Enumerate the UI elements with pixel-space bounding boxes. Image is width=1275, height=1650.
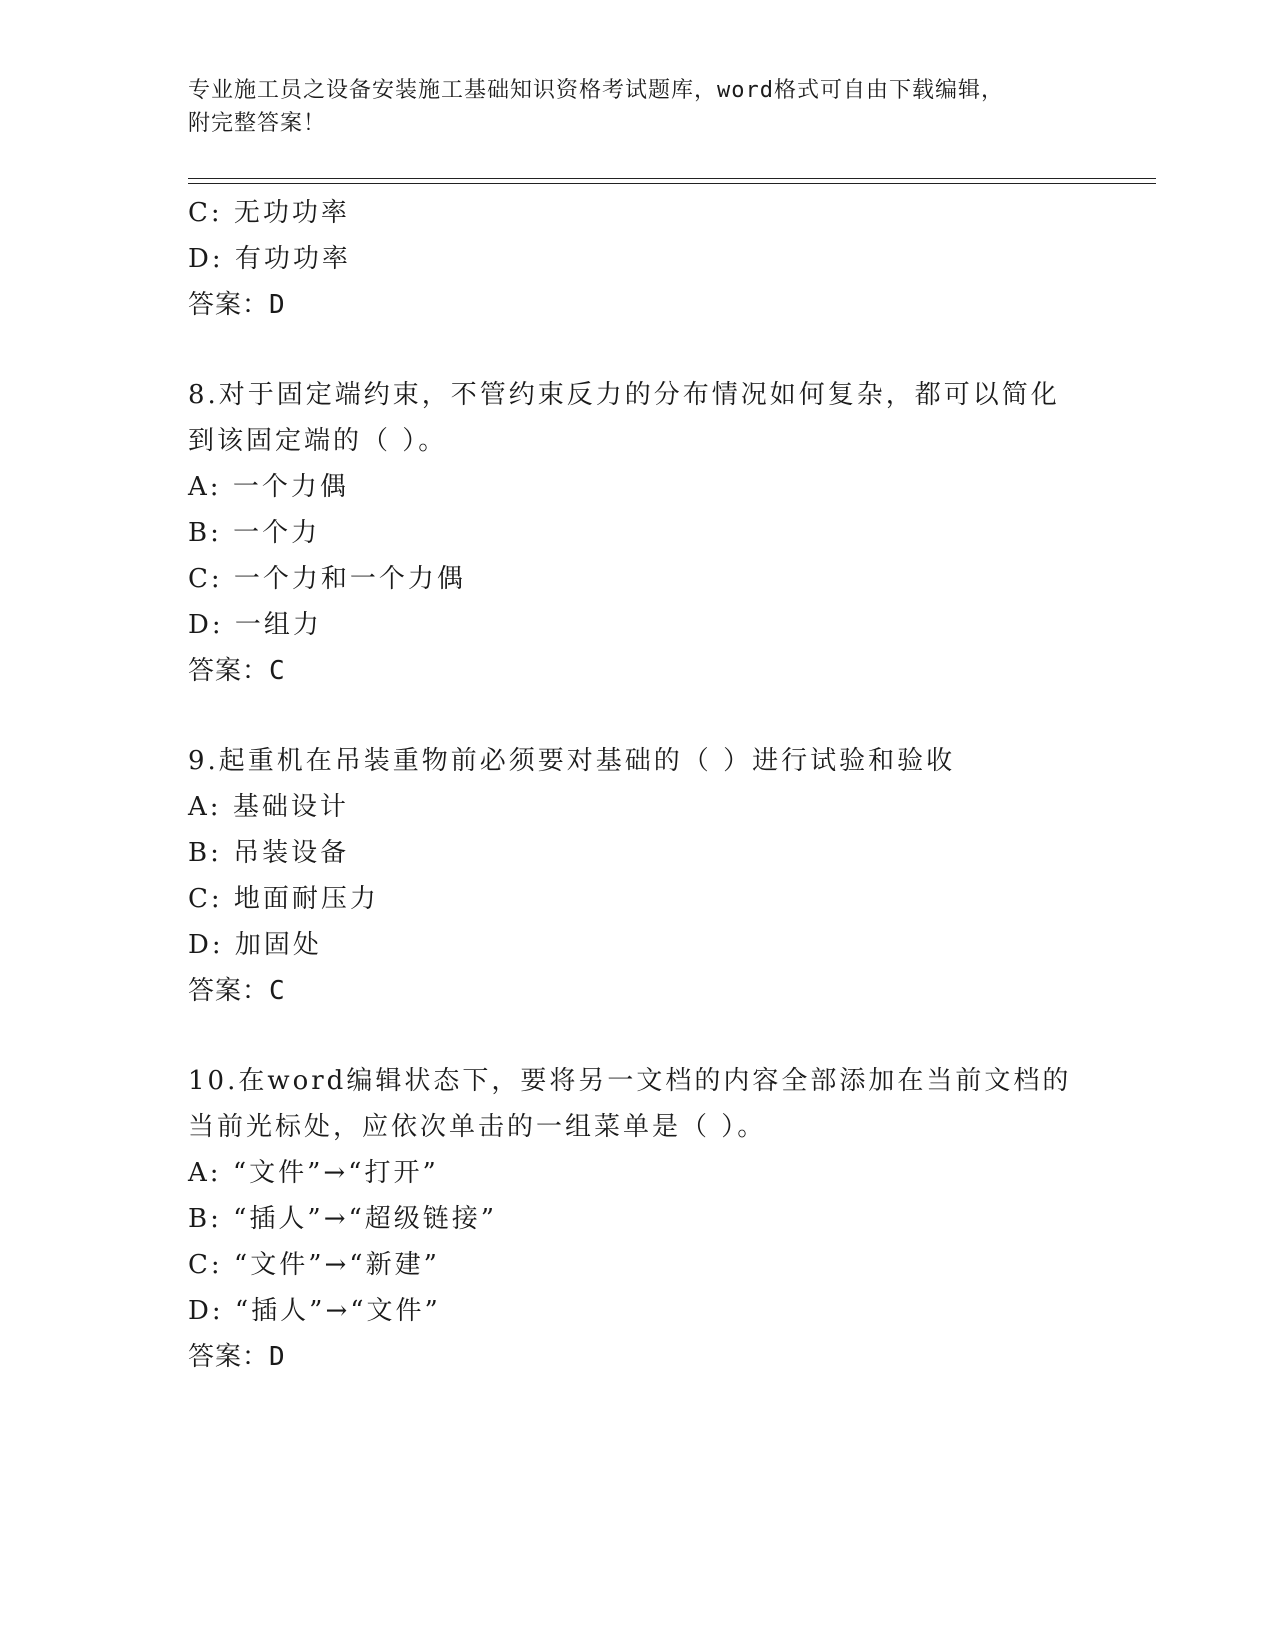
- option-letter: A:: [188, 792, 222, 822]
- answer-line: [188, 968, 1088, 1014]
- option-letter: B:: [188, 838, 222, 868]
- answer-value: C: [269, 976, 286, 1006]
- answer-value: D: [269, 290, 286, 320]
- option-letter: C:: [188, 564, 223, 594]
- option-a: [188, 464, 1088, 510]
- option-b: [188, 1196, 1088, 1242]
- option-d: [188, 1288, 1088, 1334]
- document-body: [188, 190, 1088, 1380]
- option-text: 一个力偶: [232, 472, 349, 502]
- answer-line: [188, 1334, 1088, 1380]
- question-stem-line: 8.对于固定端约束，不管约束反力的分布情况如何复杂，都可以简化: [188, 380, 1060, 410]
- question-stem-line: 10.在word编辑状态下，要将另一文档的内容全部添加在当前文档的: [188, 1066, 1072, 1096]
- option-letter: A:: [188, 472, 222, 502]
- answer-value: C: [269, 656, 286, 686]
- header-title-line-2: 附完整答案！: [188, 111, 327, 136]
- question-7-fragment: [188, 190, 1088, 328]
- answer-label: 答案：: [188, 656, 270, 686]
- question-9: [188, 738, 1088, 1014]
- option-text: 一个力和一个力偶: [233, 564, 466, 594]
- option-text: 地面耐压力: [233, 884, 379, 914]
- answer-value: D: [269, 1342, 286, 1372]
- answer-label: 答案：: [188, 1342, 270, 1372]
- option-text: 加固处: [234, 930, 322, 960]
- option-b: [188, 510, 1088, 556]
- option-a: [188, 784, 1088, 830]
- option-text: 吊装设备: [233, 838, 350, 868]
- option-text: “插人”→“超级链接”: [233, 1204, 498, 1234]
- document-header: [188, 74, 1068, 140]
- option-letter: B:: [188, 1204, 222, 1234]
- question-stem-line: 到该固定端的（ ）。: [188, 426, 448, 456]
- option-text: 一个力: [233, 518, 321, 548]
- option-b: [188, 830, 1088, 876]
- option-c: [188, 556, 1088, 602]
- option-text: 基础设计: [232, 792, 349, 822]
- option-text: “文件”→“打开”: [232, 1158, 439, 1188]
- option-text: 无功功率: [233, 198, 350, 228]
- question-stem-line: 当前光标处，应依次单击的一组菜单是（ ）。: [188, 1112, 767, 1142]
- option-d: [188, 602, 1088, 648]
- answer-line: [188, 282, 1088, 328]
- option-letter: A:: [188, 1158, 222, 1188]
- question-10: [188, 1058, 1088, 1380]
- option-text: “文件”→“新建”: [233, 1250, 440, 1280]
- option-letter: C:: [188, 198, 223, 228]
- option-a: [188, 1150, 1088, 1196]
- option-text: 有功功率: [234, 244, 351, 274]
- answer-label: 答案：: [188, 976, 270, 1006]
- option-d: [188, 922, 1088, 968]
- option-letter: D:: [188, 244, 224, 274]
- option-c: [188, 1242, 1088, 1288]
- option-letter: D:: [188, 610, 224, 640]
- header-rule-bottom: [188, 183, 1156, 184]
- option-letter: D:: [188, 930, 224, 960]
- header-title-line-1: 专业施工员之设备安装施工基础知识资格考试题库，word格式可自由下载编辑，: [188, 78, 1004, 103]
- option-text: “插人”→“文件”: [234, 1296, 441, 1326]
- option-c: [188, 876, 1088, 922]
- question-spacer: [188, 328, 1088, 372]
- option-text: 一组力: [234, 610, 322, 640]
- answer-line: [188, 648, 1088, 694]
- option-c: [188, 190, 1088, 236]
- option-letter: C:: [188, 884, 223, 914]
- question-spacer: [188, 694, 1088, 738]
- question-spacer: [188, 1014, 1088, 1058]
- question-8: [188, 372, 1088, 694]
- header-rule-top: [188, 178, 1156, 179]
- option-letter: C:: [188, 1250, 223, 1280]
- option-d: [188, 236, 1088, 282]
- option-letter: B:: [188, 518, 222, 548]
- question-stem-line: 9.起重机在吊装重物前必须要对基础的（ ）进行试验和验收: [188, 746, 956, 776]
- answer-label: 答案：: [188, 290, 270, 320]
- option-letter: D:: [188, 1296, 224, 1326]
